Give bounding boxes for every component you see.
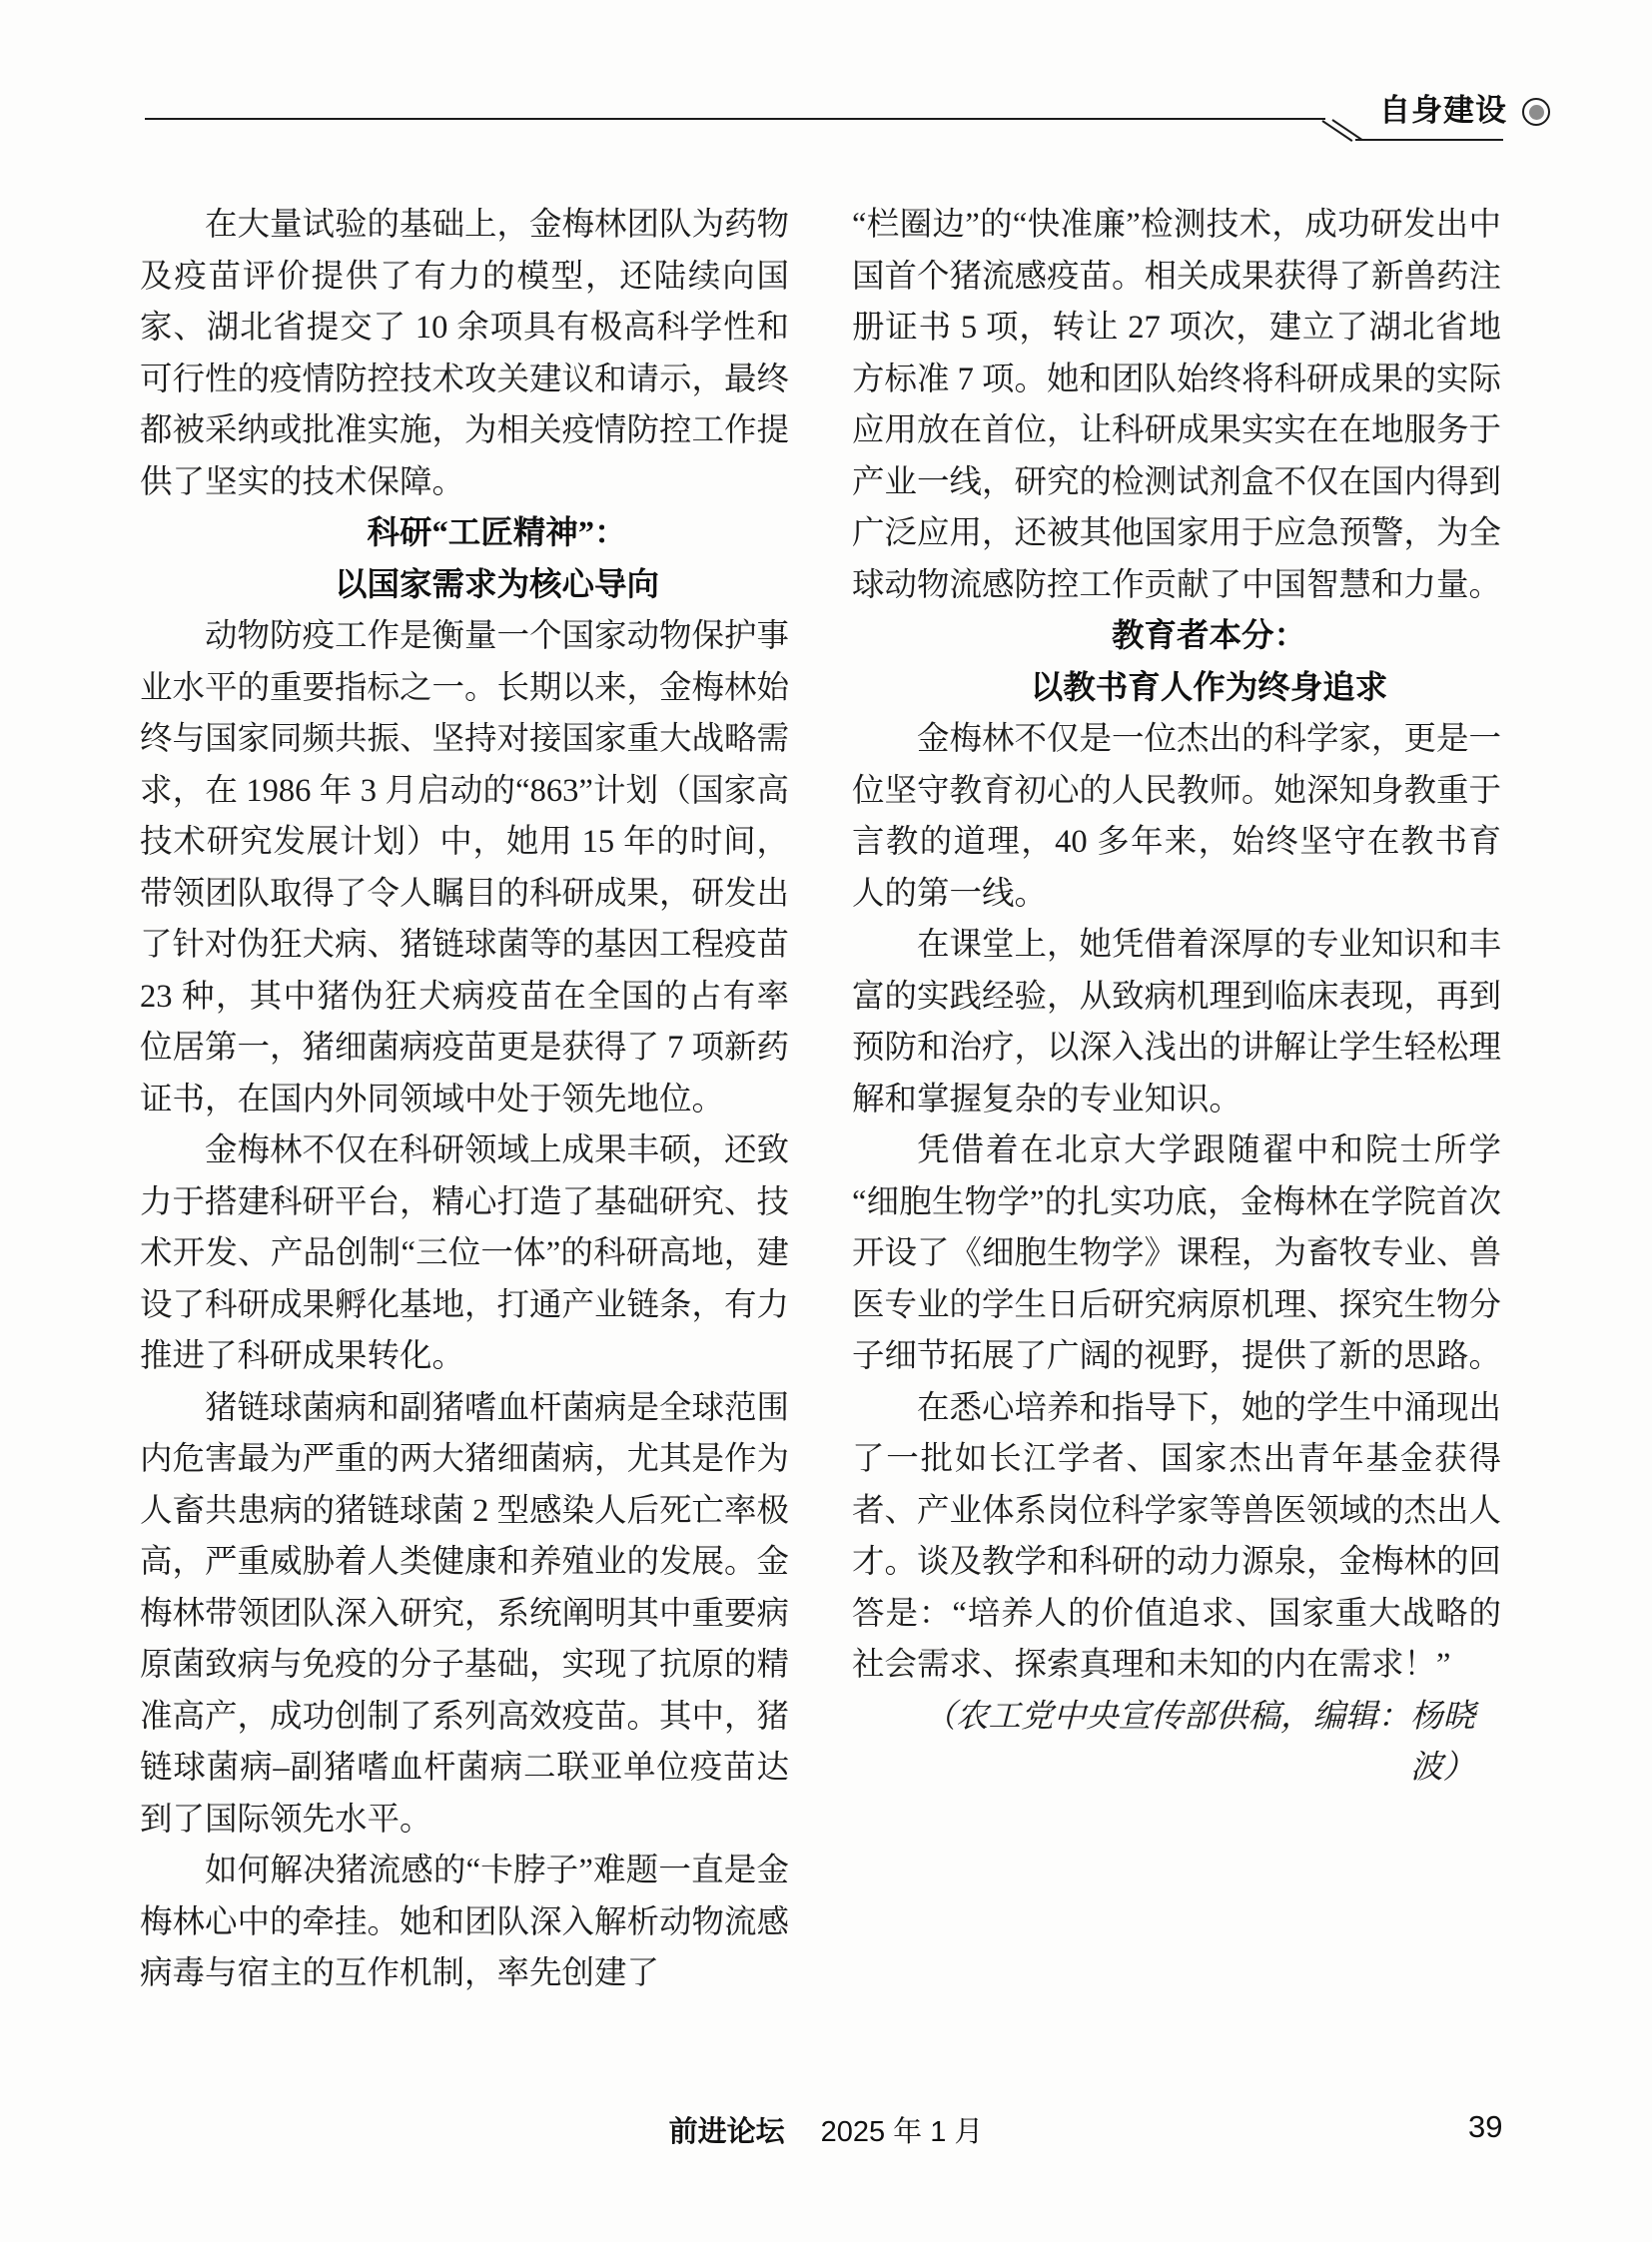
issue-date: 2025 年 1 月 [820, 2116, 984, 2148]
body-paragraph: 凭借着在北京大学跟随翟中和院士所学“细胞生物学”的扎实功底，金梅林在学院首次开设了《细胞生物学》课程，为畜牧专业、兽医专业的学生日后研究病原机理、探究生物分子细节拓展了广阔的视野，提供了新的思路。 [852, 1132, 1502, 1374]
footer [0, 2109, 1652, 2150]
subheading-education-line2: 以教书育人作为终身追求 [1030, 669, 1388, 706]
body-paragraph: “栏圈边”的“快准廉”检测技术，成功研发出中国首个猪流感疫苗。相关成果获得了新兽药注册证书 5 项，转让 27 项次，建立了湖北省地方标准 7 项。她和团队始终将科研成果的实际应用放在首位，让科研成果实实在在地服务于产业一线，研究的检测试剂盒不仅在国内得到广泛应用，还被其他国家用于应急预警，为全球动物流感防控工作贡献了中国智慧和力量。 [852, 207, 1502, 603]
body-paragraph: 金梅林不仅是一位杰出的科学家，更是一位坚守教育初心的人民教师。她深知身教重于言教的道理，40 多年来，始终坚守在教书育人的第一线。 [852, 721, 1502, 912]
journal-name: 前进论坛 [668, 2116, 785, 2148]
column-left [140, 200, 789, 2000]
subheading-education-line1: 教育者本分： [1111, 618, 1306, 654]
body-paragraph: 猪链球菌病和副猪嗜血杆菌病是全球范围内危害最为严重的两大猪细菌病，尤其是作为人畜共患病的猪链球菌 2 型感染人后死亡率极高，严重威胁着人类健康和养殖业的发展。金梅林带领团队深入研究，系统阐明其中重要病原菌致病与免疫的分子基础，实现了抗原的精准高产，成功创制了系列高效疫苗。其中，猪链球菌病–副猪嗜血杆菌病二联亚单位疫苗达到了国际领先水平。 [140, 1389, 790, 1838]
header-rule-left [145, 118, 1325, 120]
section-label: 自身建设 [1379, 93, 1507, 128]
body-paragraph: 在课堂上，她凭借着深厚的专业知识和丰富的实践经验，从致病机理到临床表现，再到预防和治疗，以深入浅出的讲解让学生轻松理解和掌握复杂的专业知识。 [852, 927, 1502, 1118]
body-paragraph: 金梅林不仅在科研领域上成果丰硕，还致力于搭建科研平台，精心打造了基础研究、技术开发、产品创制“三位一体”的科研高地，建设了科研成果孵化基地，打通产业链条，有力推进了科研成果转化。 [140, 1132, 790, 1374]
body-paragraph: 如何解决猪流感的“卡脖子”难题一直是金梅林心中的牵挂。她和团队深入解析动物流感病毒与宿主的互作机制，率先创建了 [140, 1853, 790, 1991]
body-paragraph: 动物防疫工作是衡量一个国家动物保护事业水平的重要指标之一。长期以来，金梅林始终与国家同频共振、坚持对接国家重大战略需求，在 1986 年 3 月启动的“863”计划（国家高技术研究发展计划）中，她用 15 年的时间，带领团队取得了令人瞩目的科研成果，研发出了针对伪狂犬病、猪链球菌等的基因工程疫苗 23 种，其中猪伪狂犬病疫苗在全国的占有率位居第一，猪细菌病疫苗更是获得了 7 项新药证书，在国内外同领域中处于领先地位。 [140, 618, 790, 1118]
body-paragraph: 在悉心培养和指导下，她的学生中涌现出了一批如长江学者、国家杰出青年基金获得者、产业体系岗位科学家等兽医领域的杰出人才。谈及教学和科研的动力源泉，金梅林的回答是：“培养人的价值追求、国家重大战略的社会需求、探索真理和未知的内在需求！” [852, 1389, 1502, 1683]
page-number: 39 [1468, 2109, 1503, 2144]
section-marker-icon [1522, 98, 1550, 126]
body-paragraph: 在大量试验的基础上，金梅林团队为药物及疫苗评价提供了有力的模型，还陆续向国家、湖北省提交了 10 余项具有极高科学性和可行性的疫情防控技术攻关建议和请示，最终都被采纳或批准实施，为相关疫情防控工作提供了坚实的技术保障。 [140, 207, 790, 500]
subheading-research-line2: 以国家需求为核心导向 [334, 566, 659, 603]
subheading-research-line1: 科研“工匠精神”： [367, 515, 627, 551]
column-right [852, 200, 1501, 1795]
header-rule-right [1355, 139, 1503, 141]
credit-line: （农工党中央宣传部供稿，编辑：杨晓波） [923, 1698, 1475, 1786]
section-marker-dot [1529, 105, 1544, 120]
